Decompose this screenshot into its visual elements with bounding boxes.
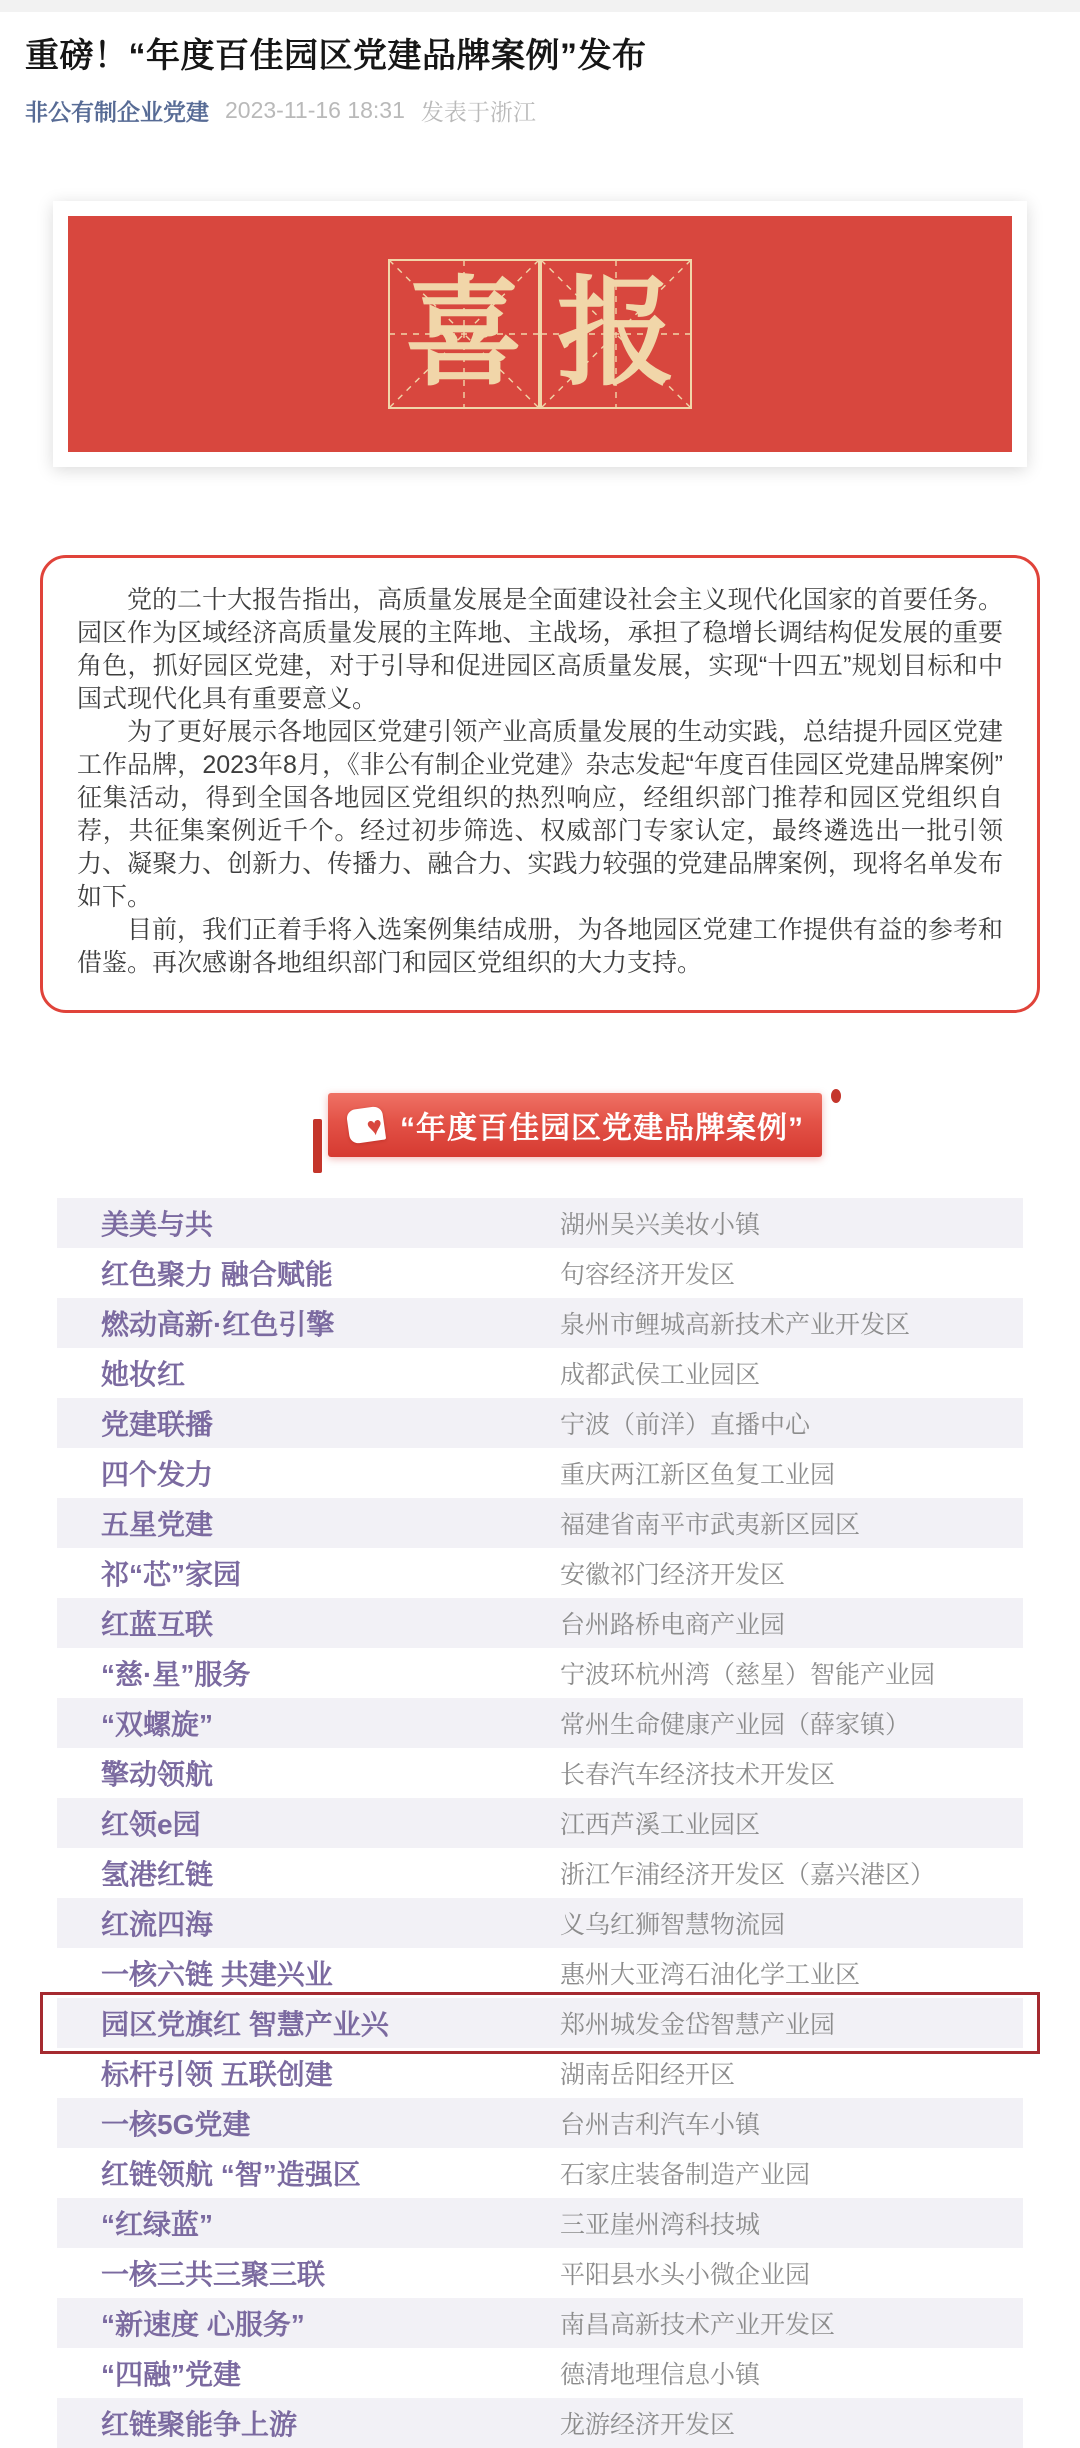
grid-cell	[540, 259, 692, 409]
banner-char: 报	[556, 268, 675, 400]
table-row	[57, 1348, 1023, 1398]
good-news-banner	[68, 216, 1012, 452]
article-page	[0, 32, 1080, 2448]
brand-name: 红色聚力 融合赋能	[101, 1259, 333, 1290]
brand-name: “红绿蓝”	[101, 2209, 214, 2240]
section-header	[25, 1093, 1055, 1157]
article-title: 重磅！“年度百佳园区党建品牌案例”发布	[25, 37, 647, 75]
park-name: 宁波环杭州湾（慈星）智能产业园	[560, 1661, 936, 1689]
intro-text-box	[40, 555, 1040, 1013]
intro-paragraph: 党的二十大报告指出，高质量发展是全面建设社会主义现代化国家的首要任务。园区作为区域经济高质量发展的主阵地、主战场，承担了稳增长调结构促发展的重要角色，抓好园区党建，对于引导和促进园区高质量发展，实现“十四五”规划目标和中国式现代化具有重要意义。	[77, 586, 1003, 713]
brand-name: “双螺旋”	[101, 1709, 214, 1740]
park-name: 句容经济开发区	[560, 1261, 736, 1289]
grid-cell	[388, 259, 540, 409]
table-row	[57, 1648, 1023, 1698]
park-name: 郑州城发金岱智慧产业园	[560, 2011, 836, 2039]
park-name: 台州路桥电商产业园	[560, 1611, 786, 1639]
table-row	[57, 2198, 1023, 2248]
brand-name: 五星党建	[101, 1509, 214, 1540]
brand-name: 擎动领航	[101, 1759, 214, 1790]
table-row	[57, 1298, 1023, 1348]
byline	[25, 94, 1055, 127]
brand-name: 氢港红链	[101, 1859, 214, 1890]
brand-name: 党建联播	[101, 1409, 214, 1440]
park-name: 德清地理信息小镇	[560, 2361, 761, 2389]
brand-name: “新速度 心服务”	[101, 2309, 305, 2340]
table-row	[57, 1798, 1023, 1848]
brand-name: 一核5G党建	[101, 2109, 251, 2140]
park-name: 台州吉利汽车小镇	[560, 2111, 761, 2139]
section-badge	[328, 1093, 822, 1157]
page-top-strip	[0, 0, 1080, 12]
account-name-link[interactable]: 非公有制企业党建	[25, 99, 209, 125]
publish-location: 发表于浙江	[420, 99, 536, 125]
brand-name: 一核三共三聚三联	[101, 2259, 326, 2290]
park-name: 宁波（前洋）直播中心	[560, 1411, 811, 1439]
table-row	[57, 2248, 1023, 2298]
brand-name: 美美与共	[101, 1209, 214, 1240]
table-row	[57, 2298, 1023, 2348]
park-name: 三亚崖州湾科技城	[560, 2211, 761, 2239]
section-badge-label: “年度百佳园区党建品牌案例”	[400, 1112, 804, 1145]
badge-dot	[831, 1089, 841, 1103]
table-row	[57, 2398, 1023, 2448]
brand-name: 燃动高新·红色引擎	[101, 1309, 335, 1340]
brand-name: 园区党旗红 智慧产业兴	[101, 2009, 389, 2040]
park-name: 惠州大亚湾石油化学工业区	[560, 1961, 861, 1989]
park-name: 泉州市鲤城高新技术产业开发区	[560, 1311, 911, 1339]
brand-name: 红链聚能争上游	[101, 2409, 298, 2440]
publish-time: 2023-11-16 18:31	[225, 97, 405, 123]
badge-accent-bar	[313, 1119, 322, 1173]
calligraphy-grid	[388, 259, 692, 409]
table-row	[57, 1198, 1023, 1248]
brand-name: 红领e园	[101, 1809, 201, 1840]
banner-char: 喜	[404, 268, 523, 400]
park-name: 平阳县水头小微企业园	[560, 2261, 811, 2289]
table-row	[57, 1748, 1023, 1798]
park-name: 龙游经济开发区	[560, 2411, 736, 2439]
brand-name: 红流四海	[101, 1909, 214, 1940]
brand-name: “四融”党建	[101, 2359, 242, 2390]
brand-name: 一核六链 共建兴业	[101, 1959, 333, 1990]
park-name: 南昌高新技术产业开发区	[560, 2311, 836, 2339]
brand-name: “慈·星”服务	[101, 1659, 251, 1690]
park-name: 湖州吴兴美妆小镇	[560, 1211, 761, 1239]
brand-name: 祁“芯”家园	[101, 1559, 242, 1590]
table-row	[57, 1398, 1023, 1448]
intro-paragraph: 目前，我们正着手将入选案例集结成册，为各地园区党建工作提供有益的参考和借鉴。再次感谢各地组织部门和园区党组织的大力支持。	[77, 916, 1003, 977]
park-name: 义乌红狮智慧物流园	[560, 1911, 786, 1939]
park-name: 江西芦溪工业园区	[560, 1811, 761, 1839]
brand-name: 红链领航 “智”造强区	[101, 2159, 361, 2190]
table-row	[57, 1448, 1023, 1498]
table-row	[57, 1248, 1023, 1298]
park-name: 浙江乍浦经济开发区（嘉兴港区）	[560, 1861, 936, 1889]
table-row	[57, 2048, 1023, 2098]
table-row	[57, 2098, 1023, 2148]
table-row	[57, 2348, 1023, 2398]
table-row	[57, 1948, 1023, 1998]
brand-name: 标杆引领 五联创建	[101, 2059, 333, 2090]
park-name: 福建省南平市武夷新区园区	[560, 1511, 861, 1539]
park-name: 长春汽车经济技术开发区	[560, 1761, 836, 1789]
brand-name: 她妆红	[101, 1359, 186, 1390]
table-row	[57, 1498, 1023, 1548]
good-news-banner-card	[53, 201, 1027, 467]
table-row	[57, 1548, 1023, 1598]
park-name: 成都武侯工业园区	[560, 1361, 761, 1389]
table-row	[57, 1898, 1023, 1948]
park-name: 安徽祁门经济开发区	[560, 1561, 786, 1589]
table-row	[57, 1698, 1023, 1748]
table-row	[57, 1848, 1023, 1898]
table-row	[57, 1998, 1023, 2048]
table-row	[57, 2148, 1023, 2198]
table-row	[57, 1598, 1023, 1648]
brand-name: 四个发力	[101, 1459, 214, 1490]
park-name: 常州生命健康产业园（薛家镇）	[560, 1711, 911, 1739]
heart-bubble-icon: ♥	[346, 1105, 388, 1145]
award-table	[57, 1198, 1023, 2448]
intro-paragraph: 为了更好展示各地园区党建引领产业高质量发展的生动实践，总结提升园区党建工作品牌，2023年8月，《非公有制企业党建》杂志发起“年度百佳园区党建品牌案例”征集活动，得到全国各地园区党组织的热烈响应，经组织部门推荐和园区党组织自荐，共征集案例近千个。经过初步筛选、权威部门专家认定，最终遴选出一批引领力、凝聚力、创新力、传播力、融合力、实践力较强的党建品牌案例，现将名单发布如下。	[77, 718, 1003, 911]
park-name: 湖南岳阳经开区	[560, 2061, 736, 2089]
park-name: 石家庄装备制造产业园	[560, 2161, 811, 2189]
brand-name: 红蓝互联	[101, 1609, 214, 1640]
park-name: 重庆两江新区鱼复工业园	[560, 1461, 836, 1489]
